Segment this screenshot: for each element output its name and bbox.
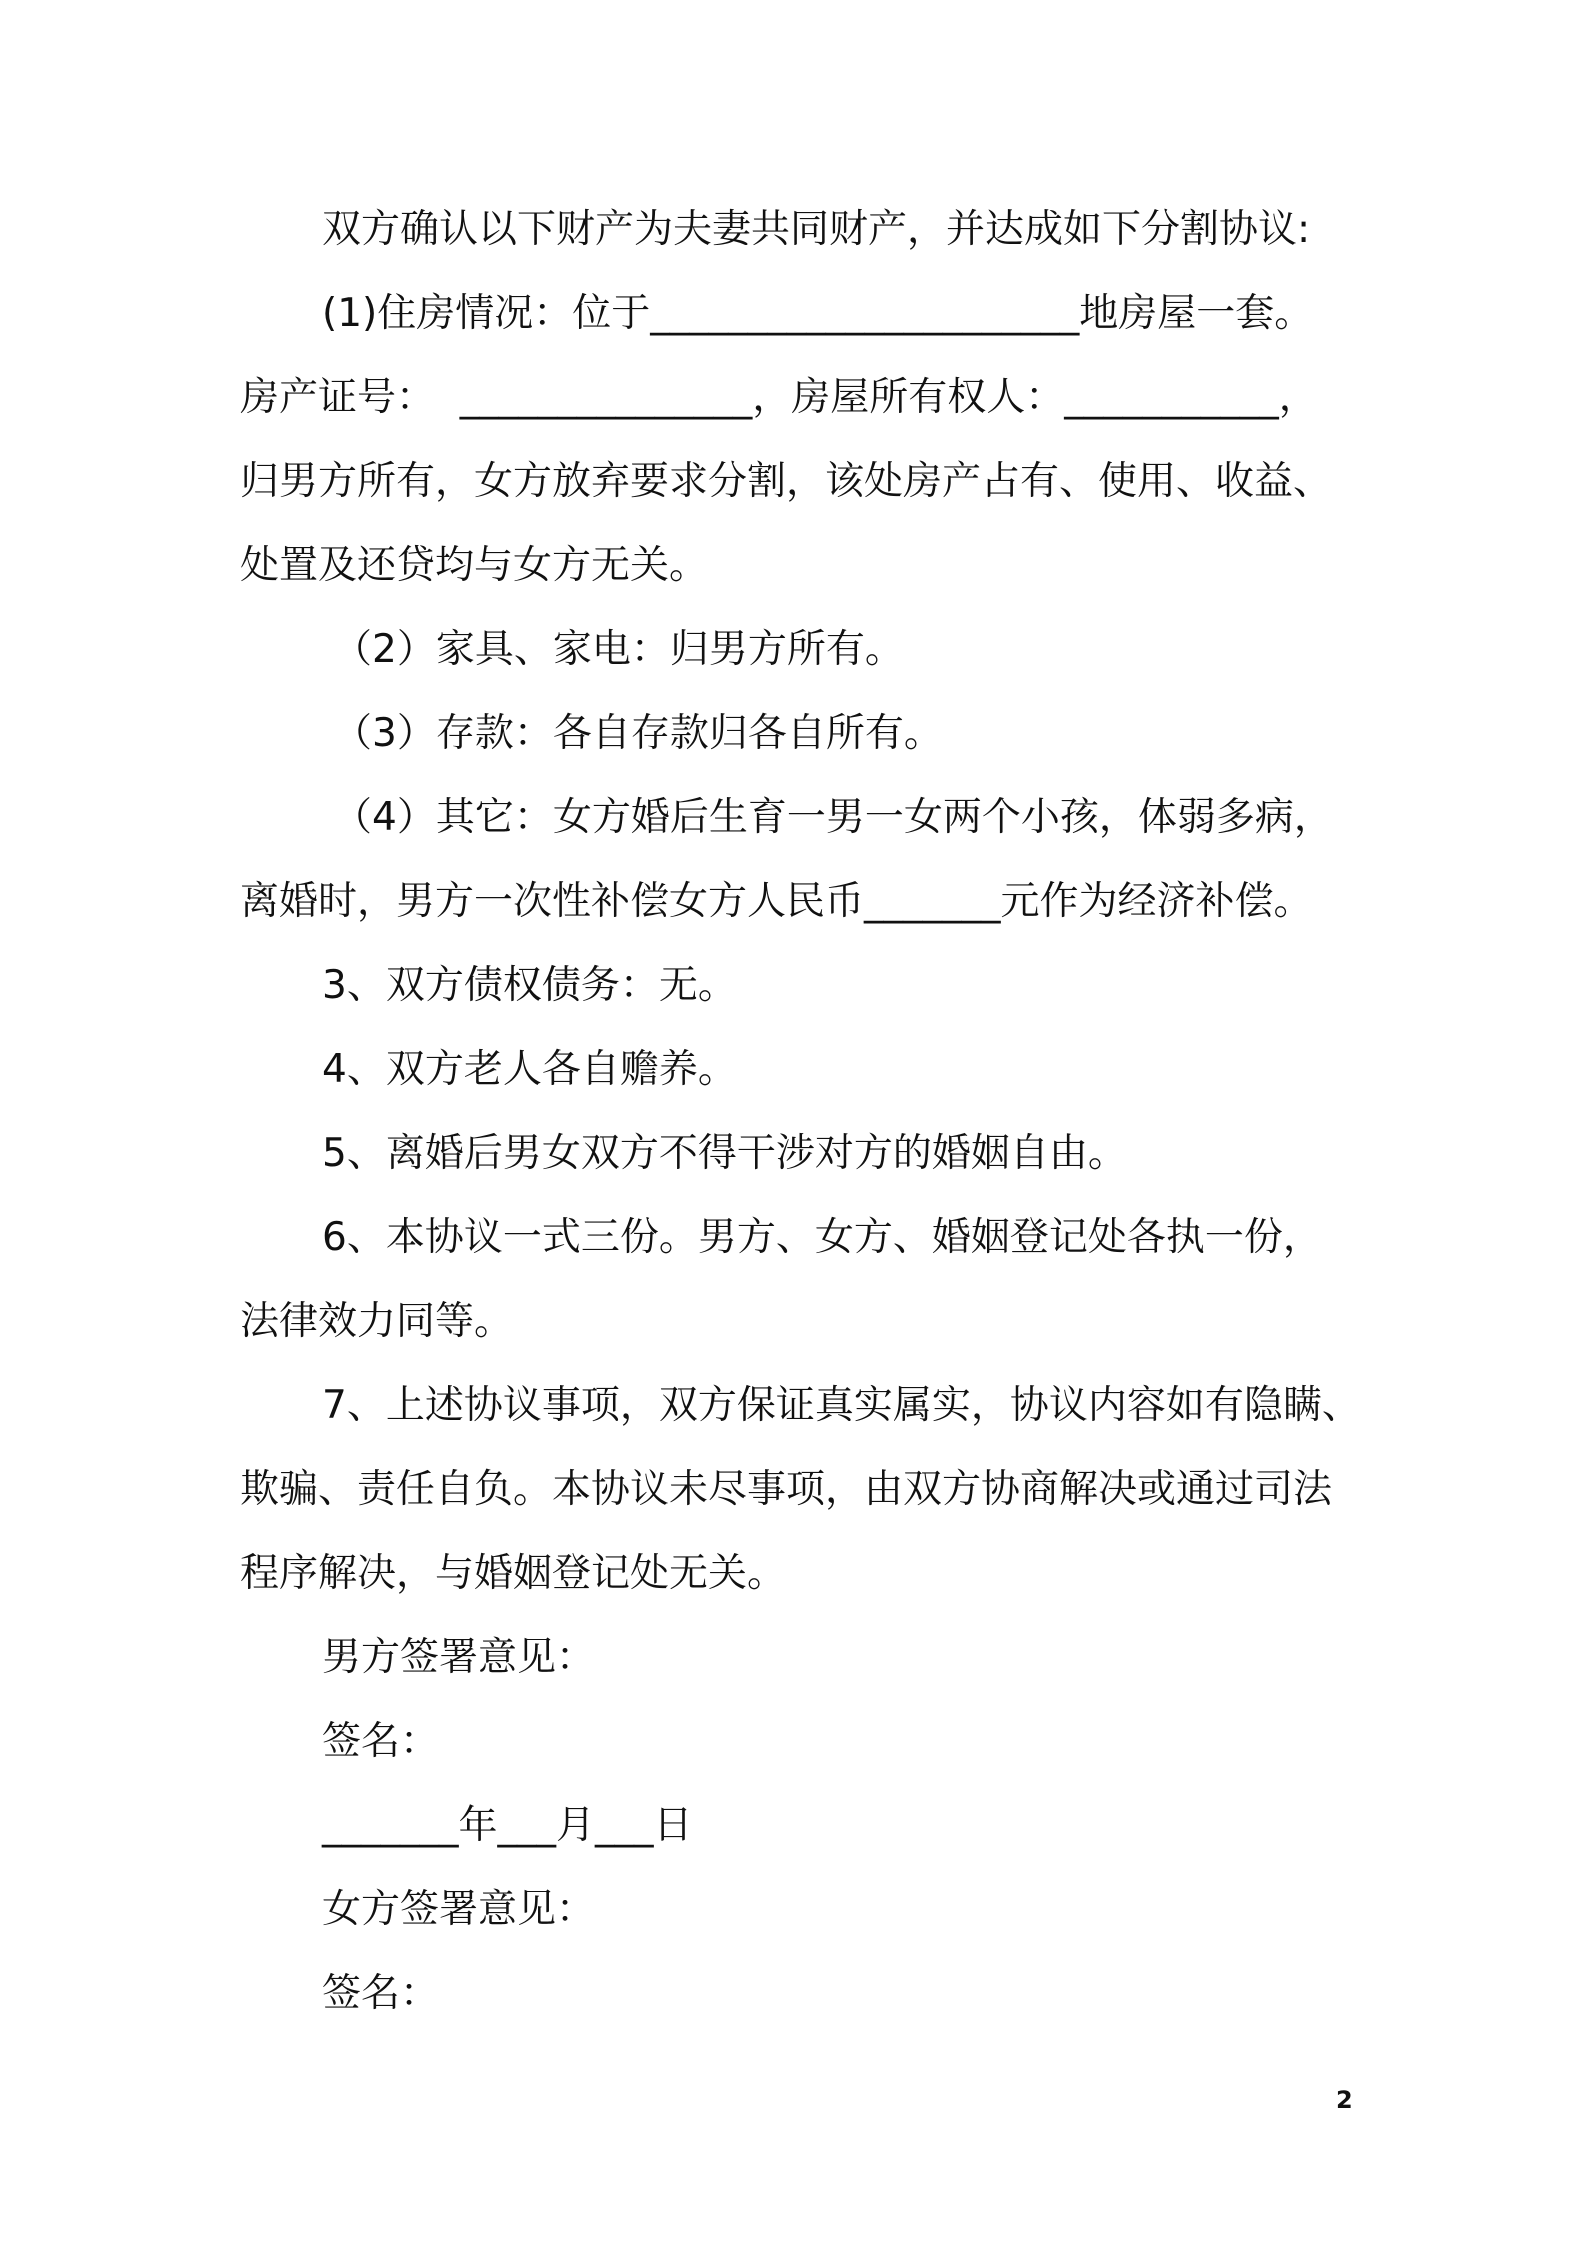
male-signature-date: _______年___月___日 (322, 1803, 693, 1848)
paragraph-housing-line-3: 归男方所有，女方放弃要求分割，该处房产占有、使用、收益、 (240, 459, 1333, 504)
paragraph-savings: （3）存款：各自存款归各自所有。 (333, 711, 943, 756)
paragraph-housing-line-4: 处置及还贷均与女方无关。 (240, 543, 709, 588)
paragraph-guarantee-line-3: 程序解决，与婚姻登记处无关。 (240, 1551, 787, 1596)
male-signature-label: 签名： (322, 1719, 440, 1764)
paragraph-debts: 3、双方债权债务：无。 (322, 963, 737, 1008)
female-signature-opinion-label: 女方签署意见： (322, 1887, 596, 1932)
paragraph-housing-line-2: 房产证号： _______________，房屋所有权人：___________， (240, 375, 1318, 420)
page-number: 2 (1336, 2086, 1353, 2114)
paragraph-guarantee-line-2: 欺骗、责任自负。本协议未尽事项，由双方协商解决或通过司法 (240, 1467, 1333, 1512)
paragraph-copies-line-1: 6、本协议一式三份。男方、女方、婚姻登记处各执一份， (322, 1215, 1322, 1260)
paragraph-property-intro: 双方确认以下财产为夫妻共同财产，并达成如下分割协议: (322, 207, 1311, 252)
paragraph-other-line-2: 离婚时，男方一次性补偿女方人民币_______元作为经济补偿。 (240, 879, 1313, 924)
paragraph-housing-line-1: (1)住房情况：位于______________________地房屋一套。 (322, 291, 1314, 336)
male-signature-opinion-label: 男方签署意见： (322, 1635, 596, 1680)
paragraph-elders: 4、双方老人各自赡养。 (322, 1047, 737, 1092)
paragraph-furniture: （2）家具、家电：归男方所有。 (333, 627, 904, 672)
paragraph-copies-line-2: 法律效力同等。 (240, 1299, 514, 1344)
paragraph-guarantee-line-1: 7、上述协议事项，双方保证真实属实，协议内容如有隐瞒、 (322, 1383, 1361, 1428)
paragraph-marriage-freedom: 5、离婚后男女双方不得干涉对方的婚姻自由。 (322, 1131, 1127, 1176)
female-signature-label: 签名： (322, 1971, 440, 2016)
paragraph-other-line-1: （4）其它：女方婚后生育一男一女两个小孩，体弱多病， (333, 795, 1333, 840)
